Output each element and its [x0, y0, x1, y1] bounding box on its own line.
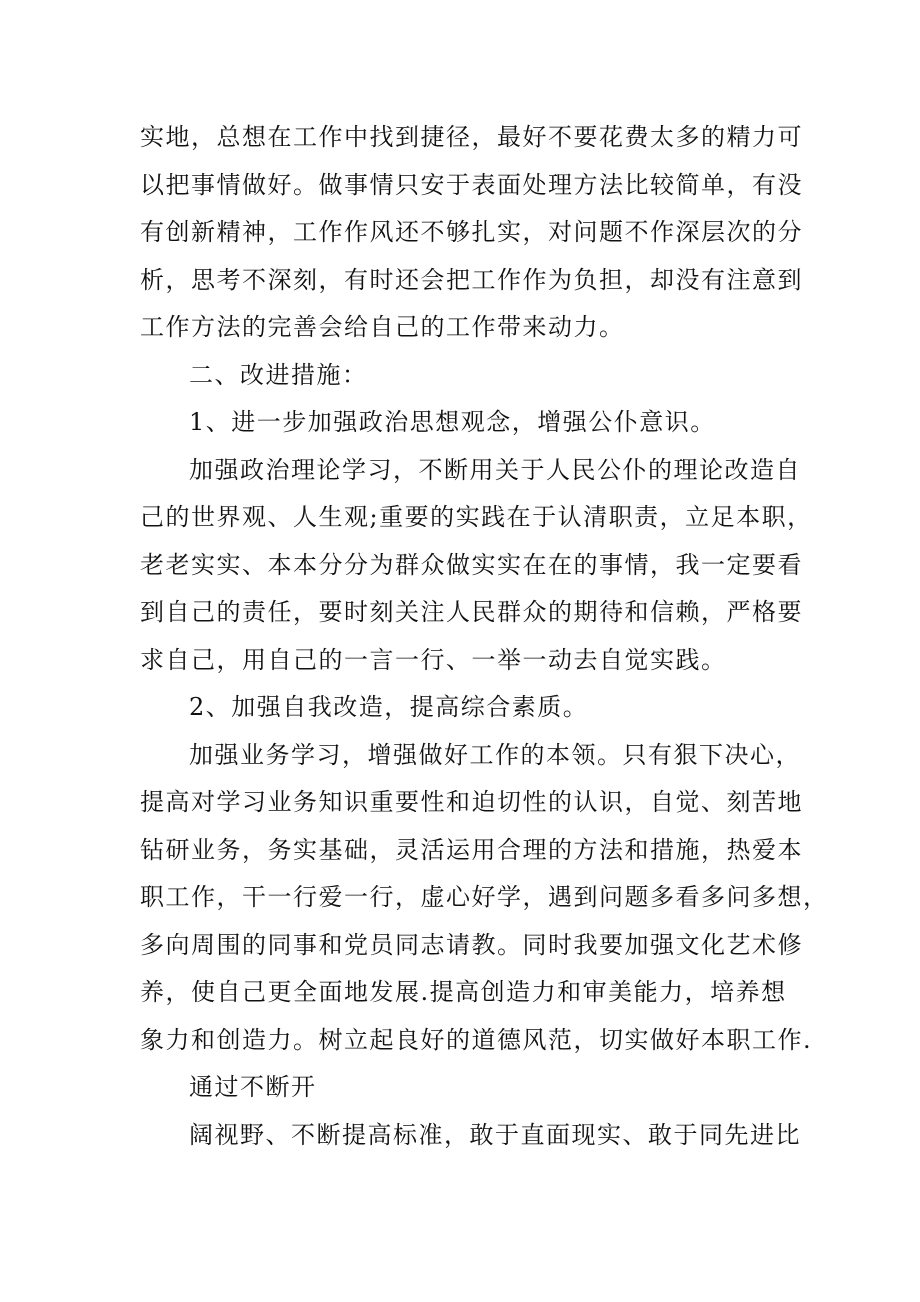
body-line: 实地，总想在工作中找到捷径，最好不要花费太多的精力可	[140, 123, 803, 151]
body-line: 职工作，干一行爱一行，虚心好学，遇到问题多看多问多想，	[140, 883, 829, 911]
body-line: 己的世界观、人生观;重要的实践在于认清职责，立足本职，	[140, 503, 813, 531]
body-line: 养，使自己更全面地发展.提高创造力和审美能力，培养想	[140, 978, 787, 1006]
subsection-heading: 1、进一步加强政治思想观念，增强公仆意识。	[189, 408, 716, 436]
body-line: 象力和创造力。树立起良好的道德风范，切实做好本职工作.	[140, 1025, 813, 1054]
body-line: 加强业务学习，增强做好工作的本领。只有狠下决心，	[189, 740, 801, 769]
body-line: 钻研业务，务实基础，灵活运用合理的方法和措施，热爱本	[140, 835, 803, 864]
body-line: 到自己的责任，要时刻关注人民群众的期待和信赖，严格要	[140, 598, 803, 626]
body-line: 工作方法的完善会给自己的工作带来动力。	[140, 313, 625, 341]
body-line: 多向周围的同事和党员同志请教。同时我要加强文化艺术修	[140, 930, 803, 959]
section-heading: 二、改进措施：	[189, 360, 368, 389]
body-line: 求自己，用自己的一言一行、一举一动去自觉实践。	[140, 645, 727, 674]
body-line: 加强政治理论学习，不断用关于人民公仆的理论改造自	[189, 455, 801, 484]
body-line: 有创新精神，工作作风还不够扎实，对问题不作深层次的分	[140, 218, 803, 246]
body-line: 阔视野、不断提高标准，敢于直面现实、敢于同先进比	[189, 1120, 801, 1149]
body-line: 析，思考不深刻，有时还会把工作作为负担，却没有注意到	[140, 265, 803, 294]
subsection-heading: 2、加强自我改造，提高综合素质。	[189, 693, 589, 721]
body-line: 老老实实、本本分分为群众做实实在在的事情，我一定要看	[140, 550, 803, 579]
document-body	[140, 114, 829, 1159]
body-line: 通过不断开	[189, 1073, 317, 1101]
body-line: 以把事情做好。做事情只安于表面处理方法比较简单，有没	[140, 170, 803, 199]
body-line: 提高对学习业务知识重要性和迫切性的认识，自觉、刻苦地	[140, 788, 803, 816]
